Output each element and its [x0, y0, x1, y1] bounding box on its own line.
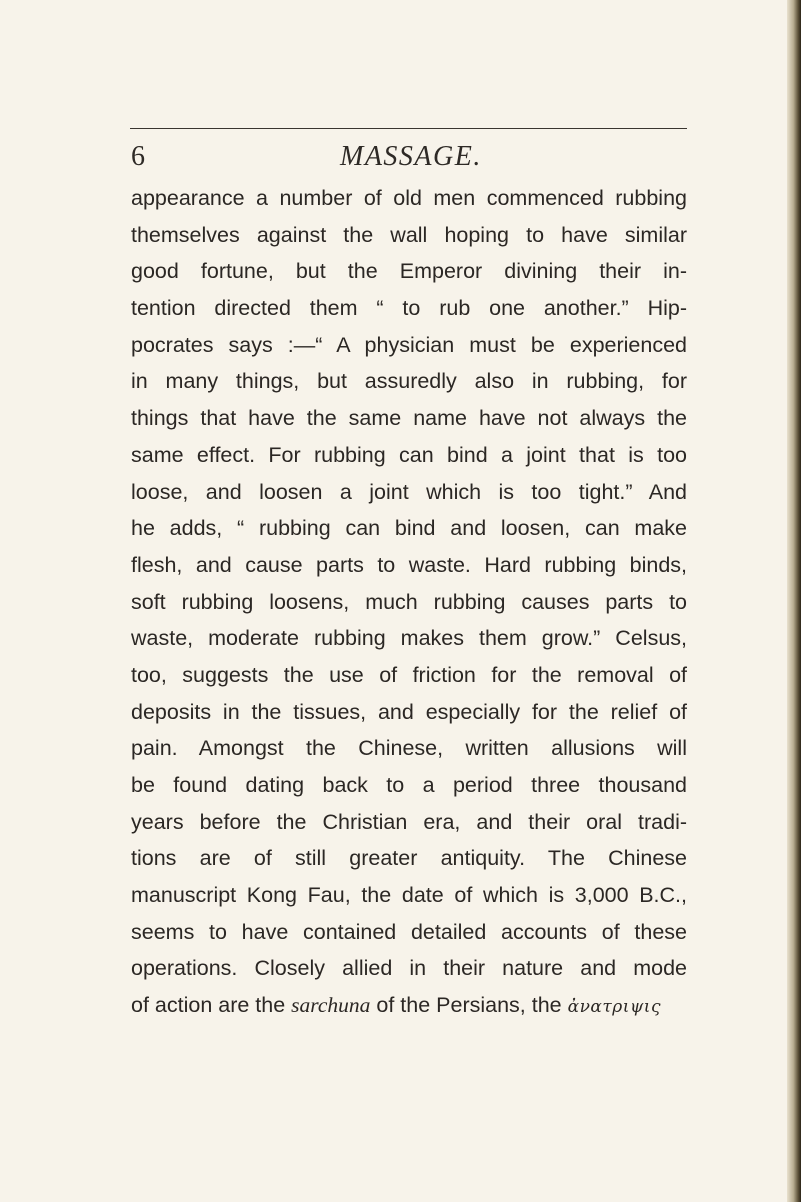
text-line: good fortune, but the Emperor divining their in- [131, 259, 687, 284]
text-line: years before the Christian era, and their oral tradi- [131, 809, 687, 834]
body-text [131, 180, 687, 1024]
italic-term-sarchuna: sarchuna [291, 993, 371, 1018]
text-line: in many things, but assuredly also in rubbing, for [131, 369, 687, 394]
text-line: be found dating back to a period three thousand [131, 773, 687, 797]
greek-term: ἀνατριψις [567, 997, 661, 1018]
text-line: operations. Closely allied in their nature and mode [131, 956, 687, 981]
text-line: soft rubbing loosens, much rubbing causes parts to [131, 589, 687, 614]
text-line: waste, moderate rubbing makes them grow.” Celsus, [131, 626, 687, 651]
text-line: pocrates says :—“ A physician must be experienced [131, 332, 687, 357]
text-line: flesh, and cause parts to waste. Hard rubbing binds, [131, 552, 687, 577]
text-line: things that have the same name have not always the [131, 406, 687, 431]
text-line: themselves against the wall hoping to have similar [131, 222, 687, 247]
text-line: tention directed them “ to rub one another.” Hip- [131, 296, 687, 321]
header-rule [130, 128, 687, 129]
text-line: seems to have contained detailed accounts of these [131, 919, 687, 944]
text-line: deposits in the tissues, and especially for the relief of [131, 699, 687, 724]
text-line: tions are of still greater antiquity. The Chinese [131, 846, 687, 871]
text-line-final [131, 987, 687, 1024]
text-line: manuscript Kong Fau, the date of which is 3,000 B.C., [131, 883, 687, 908]
page-number: 6 [131, 141, 145, 172]
text-fragment: of action are the [131, 993, 292, 1018]
text-line: pain. Amongst the Chinese, written allusions will [131, 736, 687, 761]
text-fragment: of the Persians, the [370, 993, 568, 1018]
text-line: appearance a number of old men commenced rubbing [131, 186, 687, 210]
text-line: too, suggests the use of friction for the removal of [131, 662, 687, 687]
text-line: he adds, “ rubbing can bind and loosen, can make [131, 516, 687, 541]
page-edge-shadow [787, 0, 801, 1202]
running-head-title: MASSAGE. [340, 141, 482, 172]
text-line: loose, and loosen a joint which is too tight.” And [131, 479, 687, 504]
text-line: same effect. For rubbing can bind a joint that is too [131, 442, 687, 467]
